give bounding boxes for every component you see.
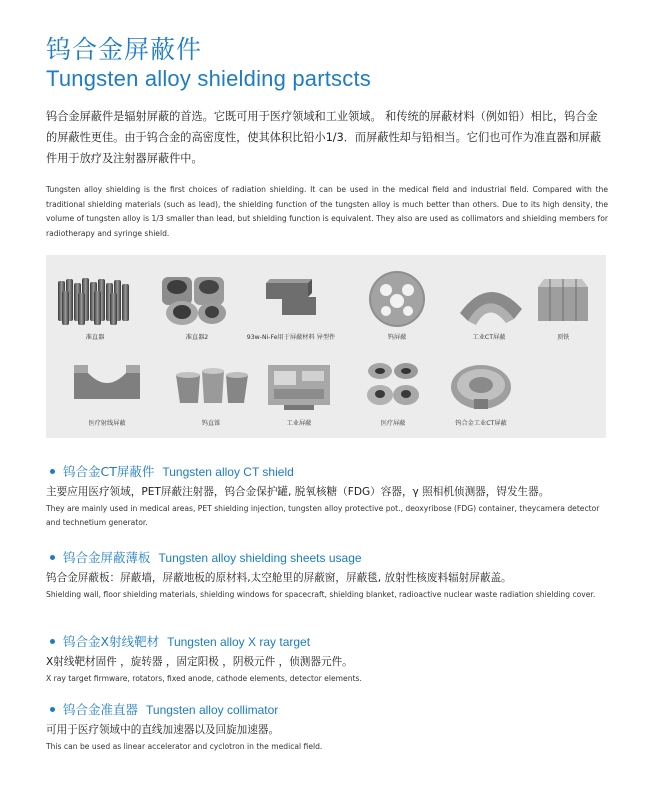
section-text-cn: 可用于医疗领域中的直线加速器以及回旋加速器。 [46,724,280,736]
section-title-en: Tungsten alloy shielding sheets usage [158,551,362,565]
section-heading [46,462,611,482]
bullet-icon [50,639,55,644]
page-title-en: Tungsten alloy shielding partscts [46,66,371,91]
tungsten-ct-shield-image [436,355,526,415]
section-text-cn: 主要应用医疗领域，PET屏蔽注射器，钨合金保护罐, 脱氧核糖（FDG）容器，γ 照相机侦测器，锝发生器。 [46,486,550,498]
section-text-cn: 钨合金屏蔽板：屏蔽墙，屏蔽地板的原材料,太空舱里的屏蔽窗，屏蔽毯, 放射性核废料辐射屏蔽盖。 [46,572,512,584]
gallery-item-industrial-shield [252,355,346,427]
gallery-item-medical-ray [60,355,154,427]
section-heading [46,548,611,568]
gallery-caption: 准直器 [85,334,105,341]
gallery-item-tungsten-ct [434,355,528,427]
section-title-cn: 钨合金屏蔽薄板 [63,550,151,565]
gallery-item-tungsten-shield [350,269,444,341]
section-shielding-sheets [46,548,611,602]
gallery-caption: 医疗射线屏蔽 [88,420,126,427]
section-text-en: They are mainly used in medical areas, PET shielding injection, tungsten alloy protective pot., deoxyribose (FDG) container, theycamera detector and technetium generator. [46,504,600,527]
gallery-caption: 医疗屏蔽 [380,420,406,427]
top-iron-image [518,269,608,329]
gallery-item-collimator2 [150,269,244,341]
tungsten-cone-image [166,355,256,415]
bullet-icon [50,707,55,712]
gallery-caption: 顶铁 [556,334,570,341]
section-title-cn: 钨合金X射线靶材 [63,634,160,649]
medical-shield-image [348,355,438,415]
bullet-icon [50,469,55,474]
section-xray-target [46,632,611,686]
gallery-item-top-iron [516,269,610,341]
gallery-item-collimator [48,269,142,341]
section-heading [46,700,611,720]
product-gallery [46,255,606,438]
section-title-cn: 钨合金准直器 [63,702,139,717]
section-text-cn: X射线靶材固件 ，旋转器 ，固定阳极 ，阴极元件 ，侦测器元件。 [46,656,353,668]
gallery-caption: 钨屏蔽 [387,334,407,341]
gallery-item-medical-shield [346,355,440,427]
intro-paragraph-en: Tungsten alloy shielding is the first choices of radiation shielding. It can be used in the medical field and industrial field. Compared with the traditional shielding materials (such as lead), the shielding function of the tungsten alloy is much better than others. Due to its high density, the volume of tungsten alloy is 1/3 smaller than lead, but shielding function is equivalent. They also are used as collimators and shielding members for radiotherapy and syringe shield. [46,185,608,238]
bullet-icon [50,555,55,560]
gallery-item-tungsten-cone [164,355,258,427]
section-text-en: Shielding wall, floor shielding materials, shielding windows for spacecraft, shielding blanket, radioactive nuclear waste radiation shielding cover. [46,590,596,599]
gallery-caption: 钨直锥 [201,420,221,427]
gallery-caption: 准直器2 [185,334,209,341]
gallery-caption: 工业CT屏蔽 [472,334,506,341]
gallery-item-shaped-part [244,269,338,341]
gallery-caption: 钨合金工业CT屏蔽 [455,420,507,427]
collimator-rods-image [50,269,140,329]
tungsten-disc-image [352,269,442,329]
section-heading [46,632,611,652]
section-text-en: X ray target firmware, rotators, fixed anode, cathode elements, detector elements. [46,674,362,683]
collimator-rings-image [152,269,242,329]
gallery-caption: 93w-Ni-Fe用于屏蔽材料 异型件 [246,334,336,341]
medical-ray-shield-image [62,355,152,415]
section-text-en: This can be used as linear accelerator and cyclotron in the medical field. [46,742,323,751]
gallery-caption: 工业屏蔽 [286,420,312,427]
section-ct-shield [46,462,611,530]
section-title-en: Tungsten alloy collimator [146,703,279,717]
section-title-cn: 钨合金CT屏蔽件 [63,464,155,479]
section-collimator [46,700,611,754]
page-title-cn: 钨合金屏蔽件 [46,35,203,64]
shaped-part-image [246,269,336,329]
section-title-en: Tungsten alloy X ray target [167,635,311,649]
intro-paragraph-cn: 钨合金屏蔽件是辐射屏蔽的首选。它既可用于医疗领域和工业领域。 和传统的屏蔽材料（例如铅）相比，钨合金的屏蔽性更佳。由于钨合金的高密度性，使其体积比铅小1/3．而屏蔽性却与铅相当。它们也可作为准直器和屏蔽件用于放疗及注射器屏蔽件中。 [46,110,602,165]
section-title-en: Tungsten alloy CT shield [162,465,294,479]
industrial-shield-image [254,355,344,415]
